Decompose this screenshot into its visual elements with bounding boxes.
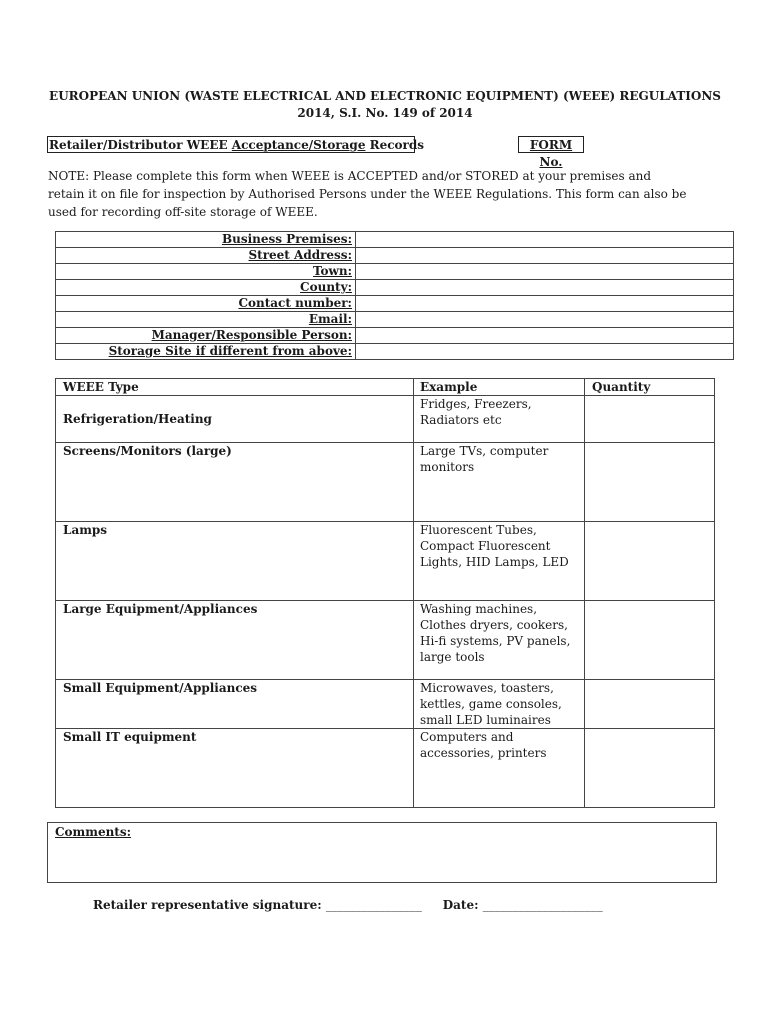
weee-type-cell: Refrigeration/Heating <box>56 396 414 443</box>
premises-label: Contact number: <box>56 296 356 312</box>
form-heading-suffix: Records <box>365 138 425 152</box>
premises-value-field[interactable] <box>356 264 734 280</box>
form-heading-underlined: Acceptance/Storage <box>231 138 366 152</box>
document-title <box>30 88 740 122</box>
premises-value-field[interactable] <box>356 312 734 328</box>
header-weee-type: WEEE Type <box>56 379 414 396</box>
premises-label: Town: <box>56 264 356 280</box>
date-label: Date: <box>442 898 479 912</box>
signature-field[interactable]: ________________ <box>325 898 422 912</box>
premises-value-field[interactable] <box>356 328 734 344</box>
premises-row <box>56 248 734 264</box>
weee-example-cell: Washing machines, Clothes dryers, cookers, Hi-fi systems, PV panels, large tools <box>414 601 585 680</box>
weee-example-cell: Microwaves, toasters, kettles, game consoles, small LED luminaires <box>414 680 585 729</box>
weee-quantity-field[interactable] <box>585 729 715 808</box>
comments-box[interactable] <box>47 822 717 883</box>
weee-row <box>56 680 715 729</box>
weee-example-cell: Fridges, Freezers, Radiators etc <box>414 396 585 443</box>
form-note: NOTE: Please complete this form when WEEE is ACCEPTED and/or STORED at your premises and retain it on file for inspection by Authorised Persons under the WEEE Regulations. This form can also be used for recording off-site storage of WEEE. <box>48 169 687 219</box>
header-example: Example <box>414 379 585 396</box>
premises-value-field[interactable] <box>356 248 734 264</box>
weee-type-cell: Screens/Monitors (large) <box>56 443 414 522</box>
premises-row <box>56 280 734 296</box>
weee-row <box>56 729 715 808</box>
comments-label: Comments: <box>55 825 132 839</box>
premises-label: Business Premises: <box>56 232 356 248</box>
form-heading <box>47 136 425 153</box>
premises-label: County: <box>56 280 356 296</box>
premises-row <box>56 232 734 248</box>
weee-table <box>55 378 715 808</box>
weee-type-cell: Small IT equipment <box>56 729 414 808</box>
weee-row <box>56 522 715 601</box>
weee-quantity-field[interactable] <box>585 601 715 680</box>
premises-value-field[interactable] <box>356 232 734 248</box>
date-field[interactable]: ____________________ <box>482 898 603 912</box>
weee-example-cell: Large TVs, computer monitors <box>414 443 585 522</box>
weee-quantity-field[interactable] <box>585 522 715 601</box>
weee-quantity-field[interactable] <box>585 443 715 522</box>
weee-quantity-field[interactable] <box>585 680 715 729</box>
signature-label: Retailer representative signature: <box>93 898 322 912</box>
title-line-2: 2014, S.I. No. 149 of 2014 <box>297 106 473 120</box>
premises-row <box>56 296 734 312</box>
weee-row <box>56 443 715 522</box>
form-heading-text: Retailer/Distributor WEEE <box>49 138 232 152</box>
premises-label: Street Address: <box>56 248 356 264</box>
premises-label: Email: <box>56 312 356 328</box>
header-quantity: Quantity <box>585 379 715 396</box>
weee-type-cell: Lamps <box>56 522 414 601</box>
premises-table <box>55 231 734 360</box>
premises-value-field[interactable] <box>356 296 734 312</box>
weee-table-header <box>56 379 715 396</box>
premises-row <box>56 344 734 360</box>
title-line-1: EUROPEAN UNION (WASTE ELECTRICAL AND ELECTRONIC EQUIPMENT) (WEEE) REGULATIONS <box>49 89 721 103</box>
premises-label: Manager/Responsible Person: <box>56 328 356 344</box>
weee-row <box>56 396 715 443</box>
weee-type-cell: Small Equipment/Appliances <box>56 680 414 729</box>
weee-example-cell: Computers and accessories, printers <box>414 729 585 808</box>
signature-line <box>93 898 603 912</box>
weee-example-cell: Fluorescent Tubes, Compact Fluorescent Lights, HID Lamps, LED <box>414 522 585 601</box>
premises-row <box>56 328 734 344</box>
weee-type-cell: Large Equipment/Appliances <box>56 601 414 680</box>
premises-value-field[interactable] <box>356 344 734 360</box>
premises-value-field[interactable] <box>356 280 734 296</box>
premises-label: Storage Site if different from above: <box>56 344 356 360</box>
form-number-box[interactable]: FORM No. <box>518 136 584 153</box>
weee-quantity-field[interactable] <box>585 396 715 443</box>
weee-row <box>56 601 715 680</box>
premises-row <box>56 264 734 280</box>
premises-row <box>56 312 734 328</box>
